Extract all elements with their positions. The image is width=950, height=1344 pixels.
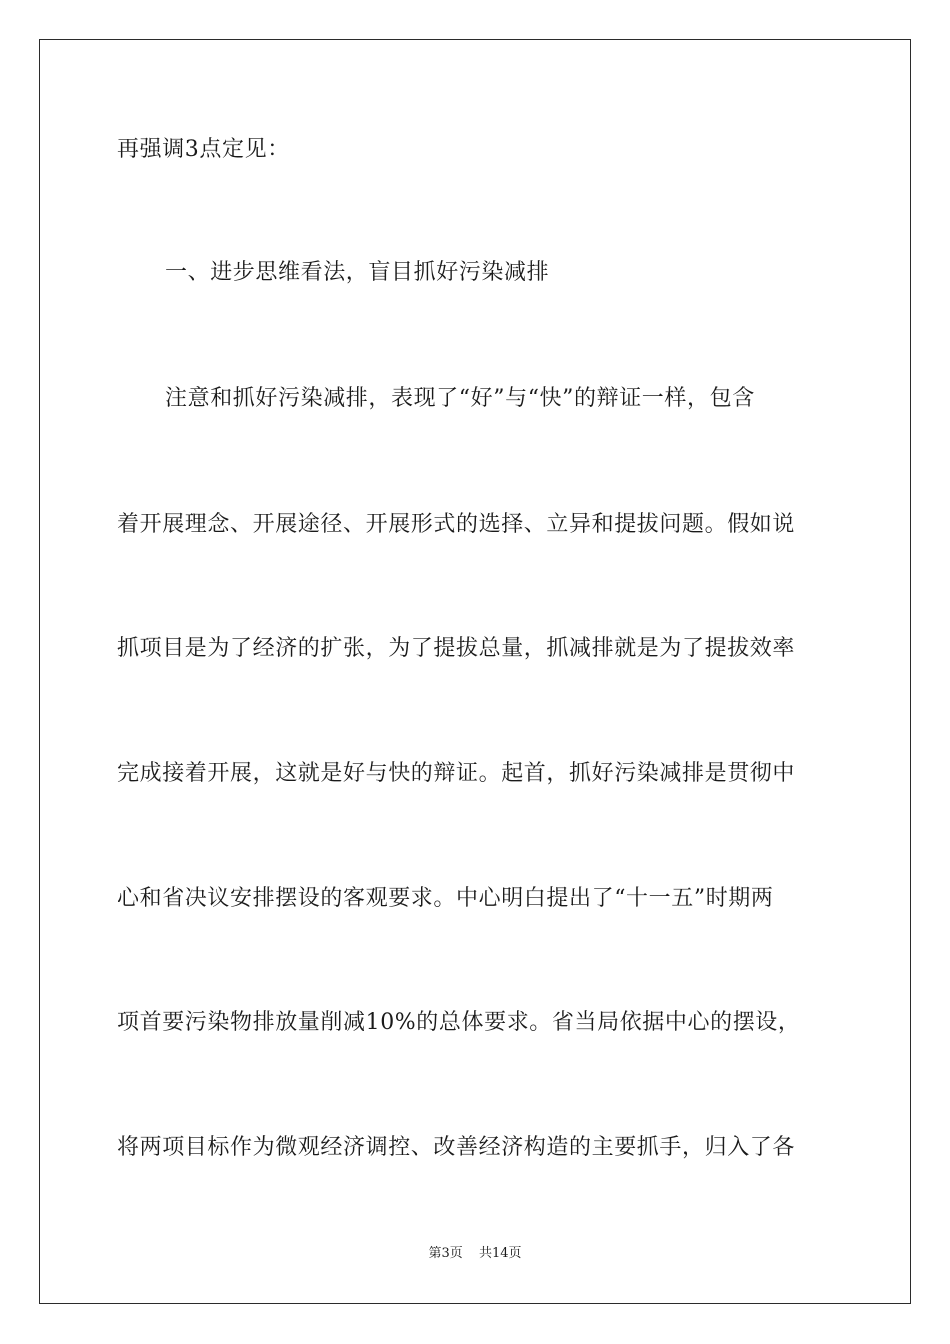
page-total: 共14页 xyxy=(478,1246,522,1261)
page-footer xyxy=(0,1245,950,1263)
paragraph-line-1: 注意和抓好污染减排，表现了“好”与“快”的辩证一样，包含 xyxy=(165,386,755,411)
page-number: 第3页 xyxy=(428,1246,463,1261)
paragraph-line-6: 项首要污染物排放量削减10%的总体要求。省当局依据中心的摆设， xyxy=(117,1010,801,1035)
page-border xyxy=(39,39,911,1304)
paragraph-line-7: 将两项目标作为微观经济调控、改善经济构造的主要抓手，归入了各 xyxy=(117,1135,796,1160)
paragraph-line-5: 心和省决议安排摆设的客观要求。中心明白提出了“十一五”时期两 xyxy=(117,886,774,911)
section-heading: 一、进步思维看法，盲目抓好污染减排 xyxy=(165,260,550,285)
paragraph-line-2: 着开展理念、开展途径、开展形式的选择、立异和提拔问题。假如说 xyxy=(117,512,796,537)
text-line-1: 再强调3点定见： xyxy=(117,137,290,162)
paragraph-line-4: 完成接着开展，这就是好与快的辩证。起首，抓好污染减排是贯彻中 xyxy=(117,761,796,786)
paragraph-line-3: 抓项目是为了经济的扩张，为了提拔总量，抓减排就是为了提拔效率 xyxy=(117,636,796,661)
